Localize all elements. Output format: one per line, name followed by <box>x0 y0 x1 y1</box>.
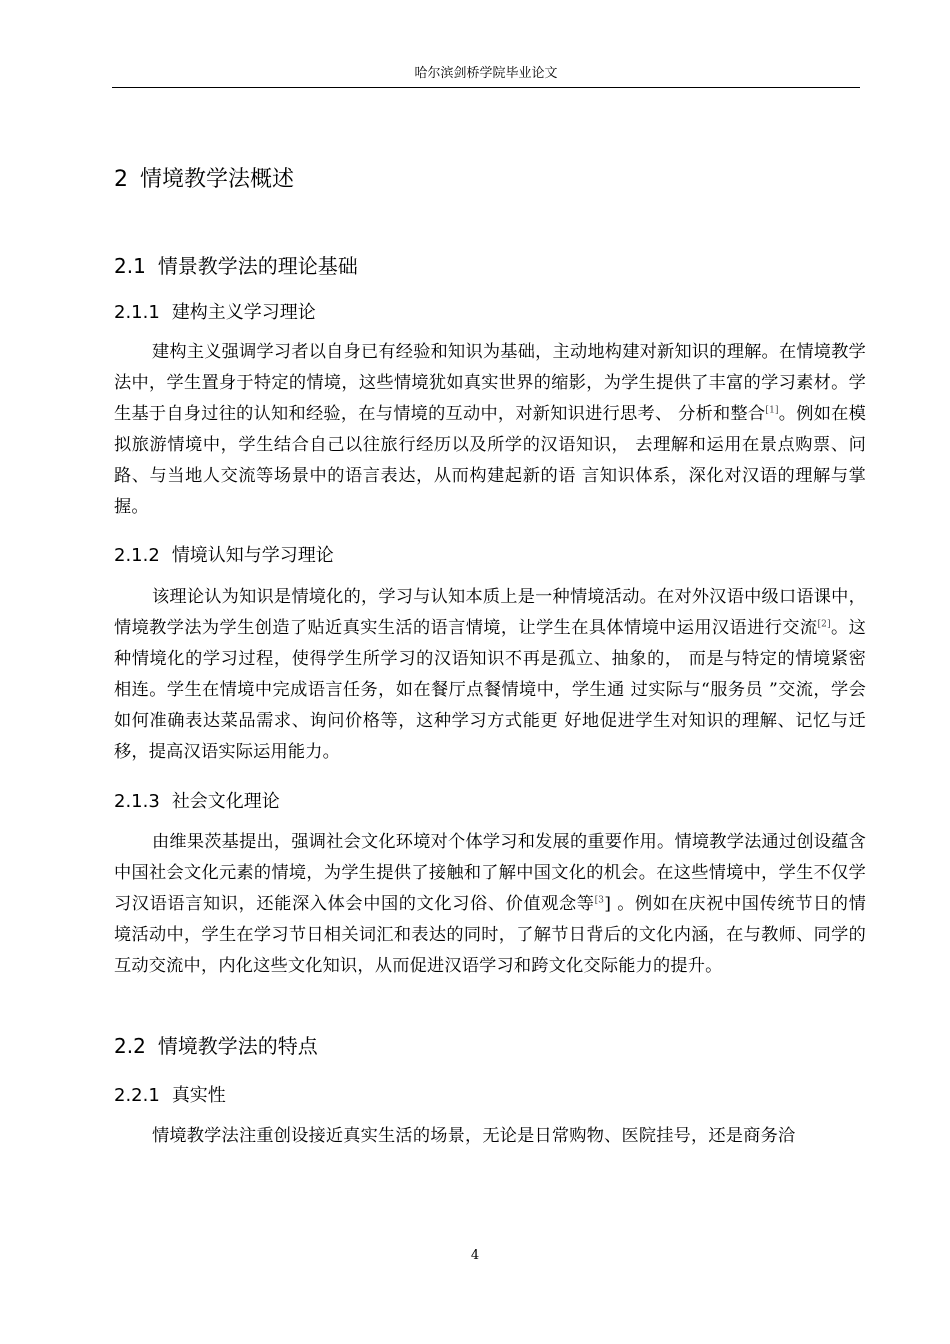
section-heading-2-2 <box>114 1030 318 1059</box>
section-title: 情境教学法的特点 <box>157 1034 318 1058</box>
paragraph-text: 。这种情境化的学习过程，使得学生所学习的汉语知识不再是孤立、抽象的， 而是与特定的情境紧密相连。学生在情境中完成语言任务，如在餐厅点餐情境中，学生通 过实际与“服务员 ”交流，学会如何准确表达菜品需求、询问价格等，这种学习方式能更 好地促进学生对知识的理解、记忆与迁移，提高汉语实际运用能力。 <box>114 618 866 762</box>
paragraph-situated-cognition <box>114 582 866 768</box>
chapter-title: 情境教学法概述 <box>140 167 295 192</box>
subsection-heading-2-1-3 <box>114 787 280 813</box>
header-divider <box>112 87 860 88</box>
subsection-number: 2.1.2 <box>114 545 160 566</box>
section-heading-2-1 <box>114 250 358 279</box>
running-header: 哈尔滨剑桥学院毕业论文 <box>414 66 558 81</box>
subsection-heading-2-1-1 <box>114 298 316 324</box>
chapter-heading <box>114 162 294 193</box>
paragraph-text: 该理论认为知识是情境化的，学习与认知本质上是一种情境活动。在对外汉语中级口语课中，情境教学法为学生创造了贴近真实生活的语言情境，让学生在具体情境中运用汉语进行交流 <box>114 587 866 638</box>
subsection-number: 2.2.1 <box>114 1085 160 1106</box>
section-number: 2.2 <box>114 1034 146 1058</box>
citation-ref[interactable]: [2] <box>817 619 831 630</box>
subsection-heading-2-2-1 <box>114 1081 226 1107</box>
subsection-title: 建构主义学习理论 <box>171 302 316 323</box>
paragraph-text: ] 。例如在庆祝中国传统节日的情境活动中，学生在学习节日相关词汇和表达的同时，了解节日背后的文化内涵，在与教师、同学的互动交流中，内化这些文化知识，从而促进汉语学习和跨文化交际能力的提升。 <box>114 894 866 976</box>
subsection-heading-2-1-2 <box>114 541 334 567</box>
chapter-number: 2 <box>114 167 128 192</box>
page-number: 4 <box>470 1248 480 1263</box>
citation-ref[interactable]: [3 <box>594 895 605 906</box>
paragraph-text: 建构主义强调学习者以自身已有经验和知识为基础，主动地构建对新知识的理解。在情境教学法中，学生置身于特定的情境，这些情境犹如真实世界的缩影，为学生提供了丰富的学习素材。学生基于自身过往的认知和经验，在与情境的互动中，对新知识进行思考、 分析和整合 <box>114 342 866 424</box>
paragraph-text: 。例如在模拟旅游情境中，学生结合自己以往旅行经历以及所学的汉语知识， 去理解和运用在景点购票、问路、与当地人交流等场景中的语言表达，从而构建起新的语 言知识体系，深化对汉语的理解与掌握。 <box>114 404 866 517</box>
subsection-title: 社会文化理论 <box>171 791 280 812</box>
paragraph-constructivism <box>114 337 866 523</box>
subsection-number: 2.1.3 <box>114 791 160 812</box>
paragraph-sociocultural <box>114 827 866 982</box>
section-title: 情景教学法的理论基础 <box>157 254 358 278</box>
subsection-title: 情境认知与学习理论 <box>171 545 334 566</box>
section-number: 2.1 <box>114 254 146 278</box>
subsection-number: 2.1.1 <box>114 302 160 323</box>
subsection-title: 真实性 <box>171 1085 226 1106</box>
paragraph-authenticity: 情境教学法注重创设接近真实生活的场景，无论是日常购物、医院挂号，还是商务洽 <box>152 1126 796 1146</box>
paragraph-text: 由维果茨基提出，强调社会文化环境对个体学习和发展的重要作用。情境教学法通过创设蕴含中国社会文化元素的情境，为学生提供了接触和了解中国文化的机会。在这些情境中，学生不仅学习汉语语言知识，还能深入体会中国的文化习俗、价值观念等 <box>114 832 866 914</box>
citation-ref[interactable]: [1] <box>765 405 779 416</box>
